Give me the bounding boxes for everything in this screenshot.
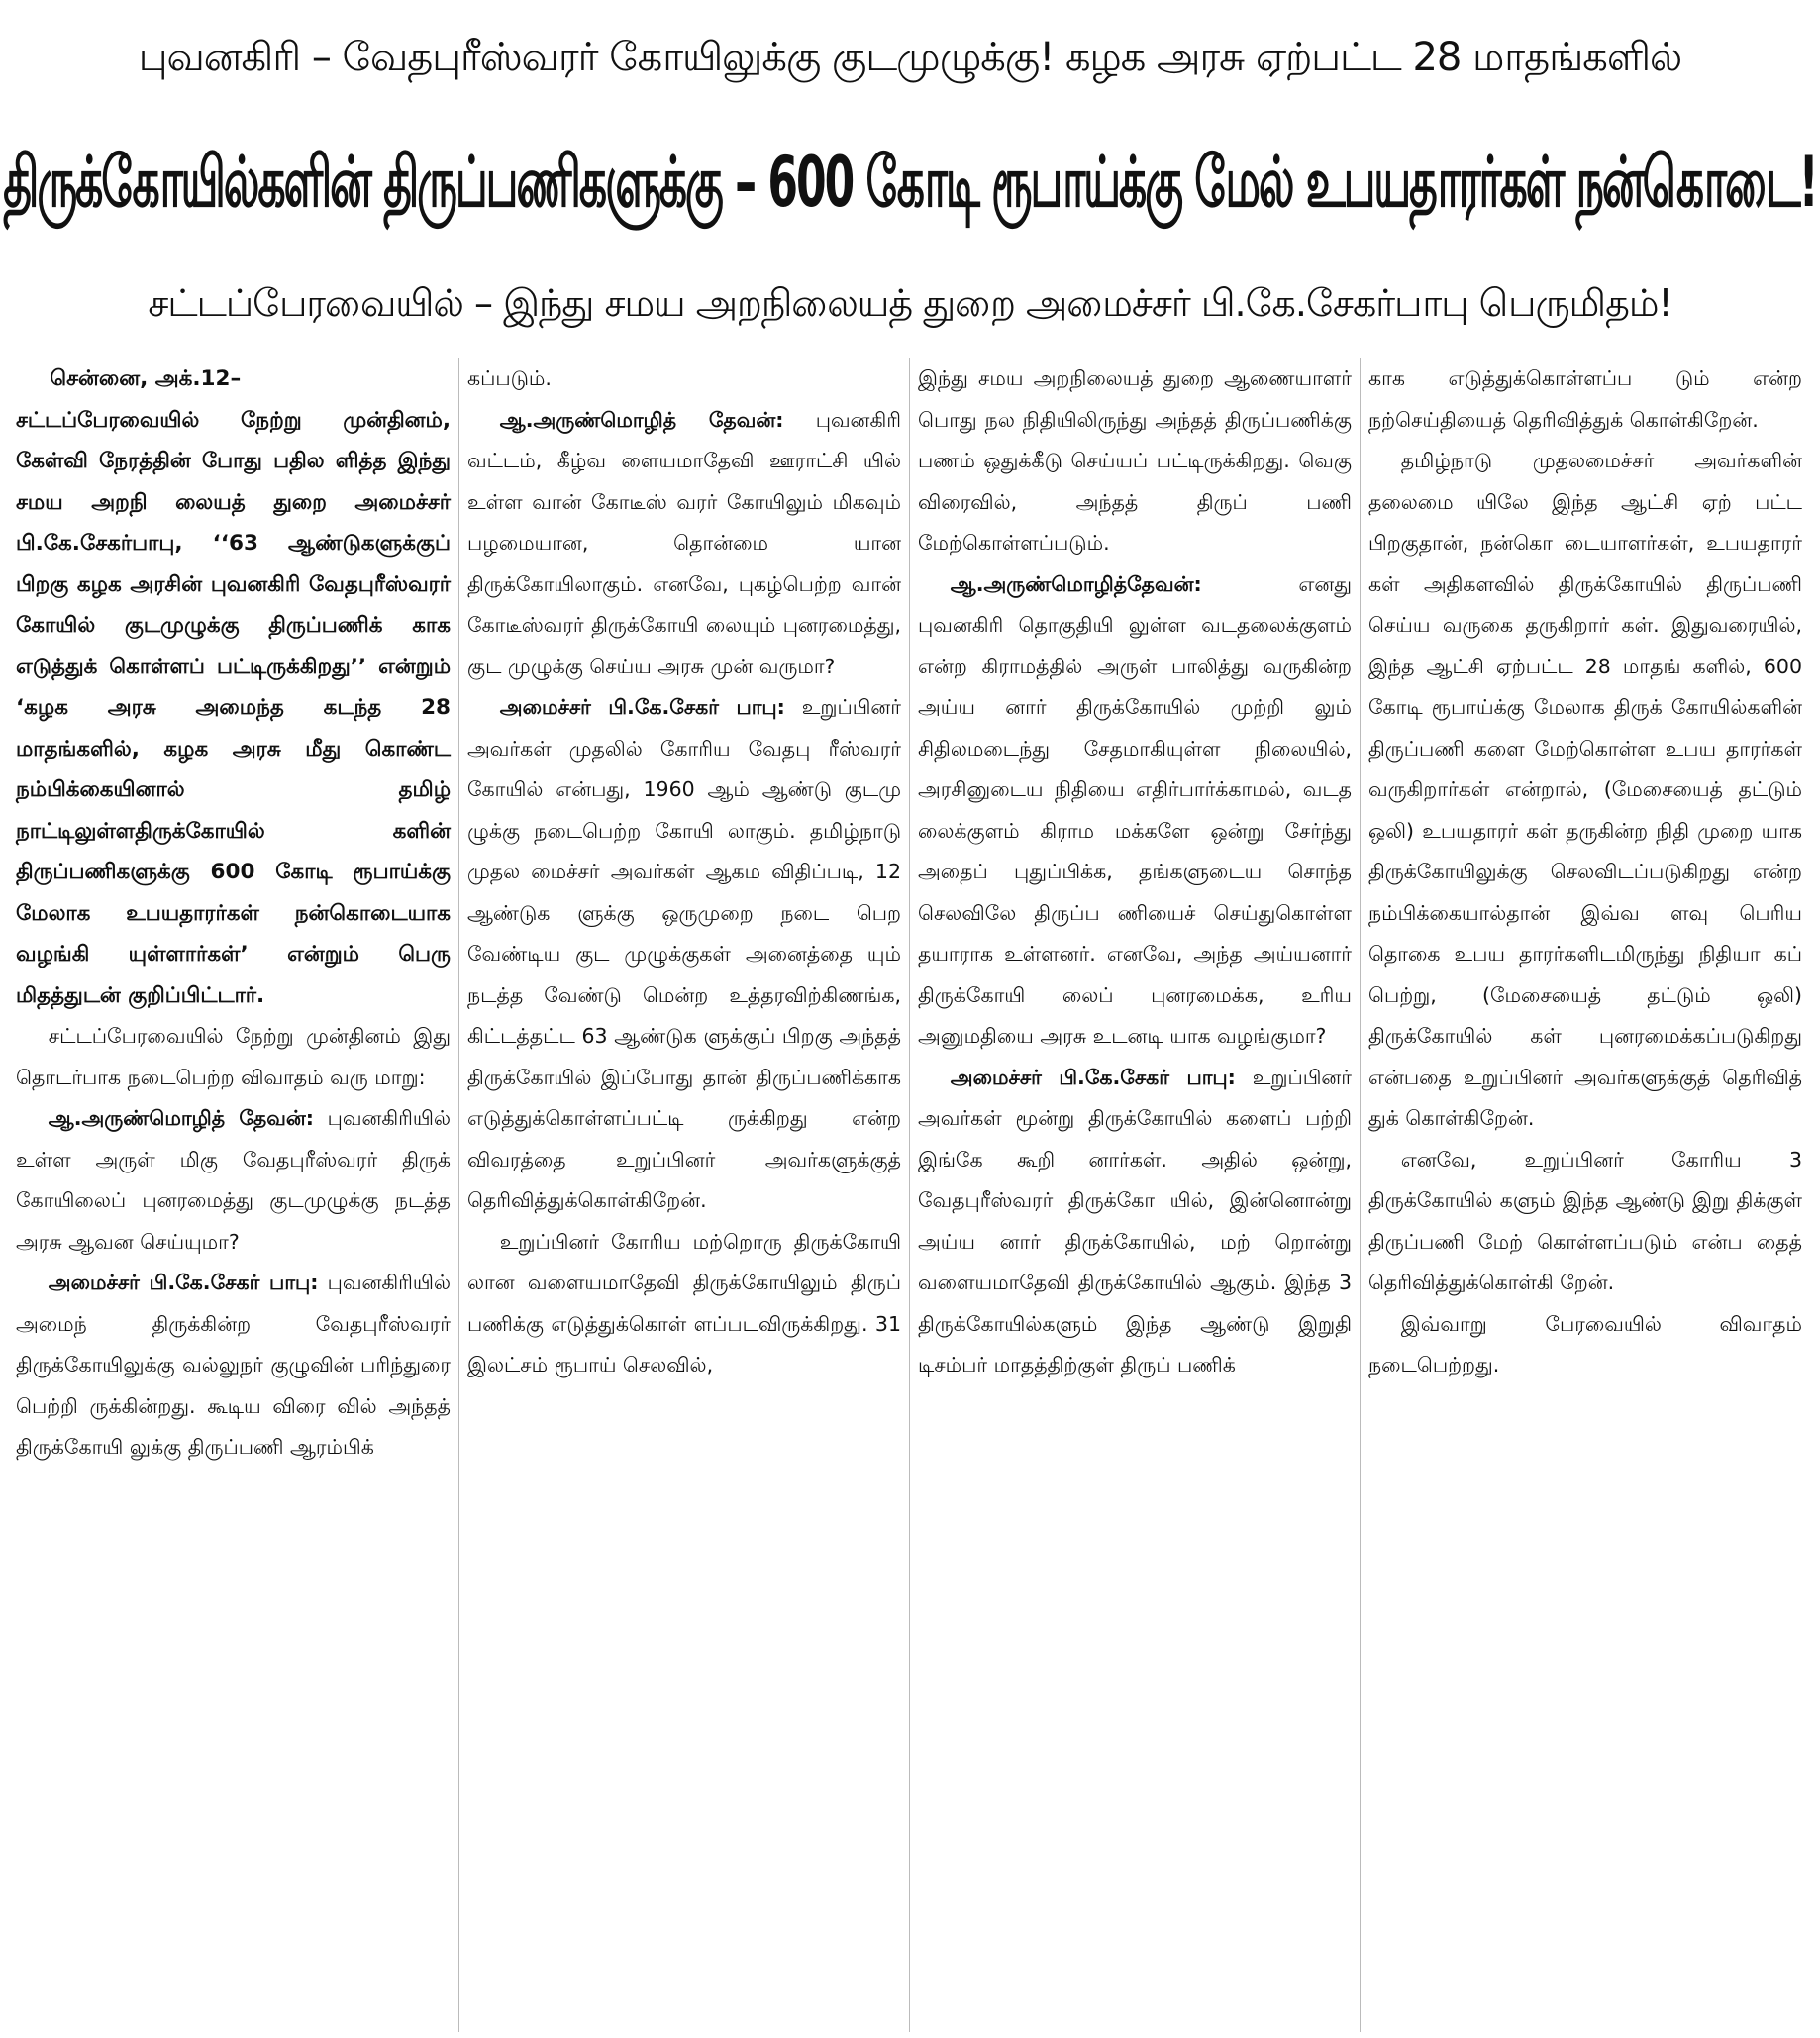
continued-text: இந்து சமய அறநிலையத் துறை ஆணையாளர் பொது நல நிதியிலிருந்து அந்தத் திருப்பணிக்கு பணம் ஒதுக்கீடு செய்யப் பட்டிருக்கிறது. வெகு விரைவில், அந்தத் திருப் பணி மேற்கொள்ளப்படும். xyxy=(918,366,1352,555)
headline: திருக்கோயில்களின் திருப்பணிகளுக்கு – 600 கோடி ரூபாய்க்கு மேல் உபயதாரர்கள் நன்கொடை! xyxy=(3,142,1817,224)
speaker-text: உறுப்பினர் அவர்கள் மூன்று திருக்கோயில் களைப் பற்றி இங்கே கூறி னார்கள். அதில் ஒன்று, வேதபுரீஸ்வரர் திருக்கோ யில், இன்னொன்று அய்ய னார் திருக்கோயில், மற் றொன்று வளையமாதேவி திருக்கோயில் ஆகும். இந்த 3 திருக்கோயில்களும் இந்த ஆண்டு இறுதி டிசம்பர் மாதத்திற்குள் திருப் பணிக் xyxy=(918,1065,1352,1376)
dateline-paragraph xyxy=(16,358,451,1016)
deck-line: சட்டப்பேரவையில் – இந்து சமய அறநிலையத் துறை அமைச்சர் பி.கே.சேகர்பாபு பெருமிதம்! xyxy=(148,281,1672,325)
column-1 xyxy=(8,358,458,2032)
paragraph: இவ்வாறு பேரவையில் விவாதம் நடைபெற்றது. xyxy=(1368,1311,1802,1376)
speaker-text: உறுப்பினர் அவர்கள் முதலில் கோரிய வேதபு ரீஸ்வரர் கோயில் என்பது, 1960 ஆம் ஆண்டு குடமு ழுக்கு நடைபெற்ற கோயி லாகும். தமிழ்நாடு முதல மைச்சர் அவர்கள் ஆகம விதிப்படி, 12 ஆண்டுக ளுக்கு ஒருமுறை நடை பெற வேண்டிய குட முழுக்குகள் அனைத்தை யும் நடத்த வேண்டு மென்ற உத்தரவிற்கிணங்க, கிட்டத்தட்ட 63 ஆண்டுக ளுக்குப் பிறகு அந்தத் திருக்கோயில் இப்போது தான் திருப்பணிக்காக எடுத்துக்கொள்ளப்பட்டி ருக்கிறது என்ற விவரத்தை உறுப்பினர் அவர்களுக்குத் தெரிவித்துக்கொள்கிறேன். xyxy=(467,695,901,1212)
continued-text: கப்படும். xyxy=(467,366,552,390)
article-columns xyxy=(8,358,1812,2032)
speaker-paragraph xyxy=(16,1098,451,1263)
speaker-paragraph xyxy=(16,1263,451,1469)
speaker-paragraph xyxy=(918,1058,1352,1386)
paragraph: சட்டப்பேரவையில் நேற்று முன்தினம் இது தொடர்பாக நடைபெற்ற விவாதம் வரு மாறு: xyxy=(16,1024,451,1089)
speaker-name: ஆ.அருண்மொழித்தேவன்: xyxy=(950,571,1202,596)
speaker-paragraph xyxy=(467,687,901,1222)
kicker-line: புவனகிரி – வேதபுரீஸ்வரர் கோயிலுக்கு குடமுழுக்கு! கழக அரசு ஏற்பட்ட 28 மாதங்களில் xyxy=(138,34,1682,80)
lead-text: சட்டப்பேரவையில் நேற்று முன்தினம், கேள்வி நேரத்தின் போது பதில ளித்த இந்து சமய அறநி லையத் துறை அமைச்சர் பி.கே.சேகர்பாபு, ‘‘63 ஆண்டுகளுக்குப் பிறகு கழக அரசின் புவனகிரி வேதபுரீஸ்வரர் கோயில் குடமுழுக்கு திருப்பணிக் காக எடுத்துக் கொள்ளப் பட்டிருக்கிறது’’ என்றும் ‘கழக அரசு அமைந்த கடந்த 28 மாதங்களில், கழக அரசு மீது கொண்ட நம்பிக்கையினால் தமிழ் நாட்டிலுள்ளதிருக்கோயில் களின் திருப்பணிகளுக்கு 600 கோடி ரூபாய்க்கு மேலாக உபயதாரர்கள் நன்கொடையாக வழங்கி யுள்ளார்கள்’ என்றும் பெரு மிதத்துடன் குறிப்பிட்டார். xyxy=(16,407,451,1008)
speaker-text: எனது புவனகிரி தொகுதியி லுள்ள வடதலைக்குளம் என்ற கிராமத்தில் அருள் பாலித்து வருகின்ற அய்ய னார் திருக்கோயில் முற்றி லும் சிதிலமடைந்து சேதமாகியுள்ள நிலையில், அரசினுடைய நிதியை எதிர்பார்க்காமல், வடத லைக்குளம் கிராம மக்களே ஒன்று சேர்ந்து அதைப் புதுப்பிக்க, தங்களுடைய சொந்த செலவிலே திருப்ப ணியைச் செய்துகொள்ள தயாராக உள்ளனர். எனவே, அந்த அய்யனார் திருக்கோயி லைப் புனரமைக்க, உரிய அனுமதியை அரசு உடனடி யாக வழங்குமா? xyxy=(918,571,1352,1048)
speaker-name: அமைச்சர் பி.கே.சேகர் பாபு: xyxy=(48,1271,319,1294)
column-2 xyxy=(458,358,909,2032)
speaker-paragraph xyxy=(918,564,1352,1058)
speaker-name: அமைச்சர் பி.கே.சேகர் பாபு: xyxy=(499,695,785,719)
speaker-text: புவனகிரியில் உள்ள அருள் மிகு வேதபுரீஸ்வரர் திருக் கோயிலைப் புனரமைத்து குடமுழுக்கு நடத்த அரசு ஆவன செய்யுமா? xyxy=(16,1106,451,1254)
column-4 xyxy=(1360,358,1810,2032)
speaker-text: புவனகிரி வட்டம், கீழ்வ ளையமாதேவி ஊராட்சி யில் உள்ள வான் கோடீஸ் வரர் கோயிலும் மிகவும் பழமையான, தொன்மை யான திருக்கோயிலாகும். எனவே, புகழ்பெற்ற வான் கோடீஸ்வரர் திருக்கோயி லையும் புனரமைத்து, குட முழுக்கு செய்ய அரசு முன் வருமா? xyxy=(467,407,901,678)
dateline: சென்னை, அக்.12– xyxy=(50,366,242,391)
column-3 xyxy=(909,358,1360,2032)
paragraph: எனவே, உறுப்பினர் கோரிய 3 திருக்கோயில் களும் இந்த ஆண்டு இறு திக்குள் திருப்பணி மேற் கொள்ளப்படும் என்ப தைத் தெரிவித்துக்கொள்கி றேன். xyxy=(1368,1147,1802,1294)
speaker-name: ஆ.அருண்மொழித் தேவன்: xyxy=(48,1106,314,1130)
speaker-name: அமைச்சர் பி.கே.சேகர் பாபு: xyxy=(950,1065,1236,1089)
paragraph: உறுப்பினர் கோரிய மற்றொரு திருக்கோயி லான வளையமாதேவி திருக்கோயிலும் திருப் பணிக்கு எடுத்துக்கொள் ளப்படவிருக்கிறது. 31 இலட்சம் ரூபாய் செலவில், xyxy=(467,1229,901,1376)
speaker-text: புவனகிரியில் அமைந் திருக்கின்ற வேதபுரீஸ்வரர் திருக்கோயிலுக்கு வல்லுநர் குழுவின் பரிந்துரை பெற்றி ருக்கின்றது. கூடிய விரை வில் அந்தத் திருக்கோயி லுக்கு திருப்பணி ஆரம்பிக் xyxy=(16,1271,451,1459)
speaker-paragraph xyxy=(467,400,901,688)
paragraph: தமிழ்நாடு முதலமைச்சர் அவர்களின் தலைமை யிலே இந்த ஆட்சி ஏற் பட்ட பிறகுதான், நன்கொ டையாளர்கள், உபயதாரர் கள் அதிகளவில் திருக்கோயில் திருப்பணி செய்ய வருகை தருகிறார் கள். இதுவரையில், இந்த ஆட்சி ஏற்பட்ட 28 மாதங் களில், 600 கோடி ரூபாய்க்கு மேலாக திருக் கோயில்களின் திருப்பணி களை மேற்கொள்ள உபய தாரர்கள் வருகிறார்கள் என்றால், (மேசையைத் தட்டும் ஒலி) உபயதாரர் கள் தருகின்ற நிதி முறை யாக திருக்கோயிலுக்கு செலவிடப்படுகிறது என்ற நம்பிக்கையால்தான் இவ்வ ளவு பெரிய தொகை உபய தாரர்களிடமிருந்து நிதியா கப் பெற்று, (மேசையைத் தட்டும் ஒலி) திருக்கோயில் கள் புனரமைக்கப்படுகிறது என்பதை உறுப்பினர் அவர்களுக்குத் தெரிவித் துக் கொள்கிறேன். xyxy=(1368,449,1802,1130)
continued-text: காக எடுத்துக்கொள்ளப்ப டும் என்ற நற்செய்தியைத் தெரிவித்துக் கொள்கிறேன். xyxy=(1368,366,1802,432)
speaker-name: ஆ.அருண்மொழித் தேவன்: xyxy=(499,407,784,432)
